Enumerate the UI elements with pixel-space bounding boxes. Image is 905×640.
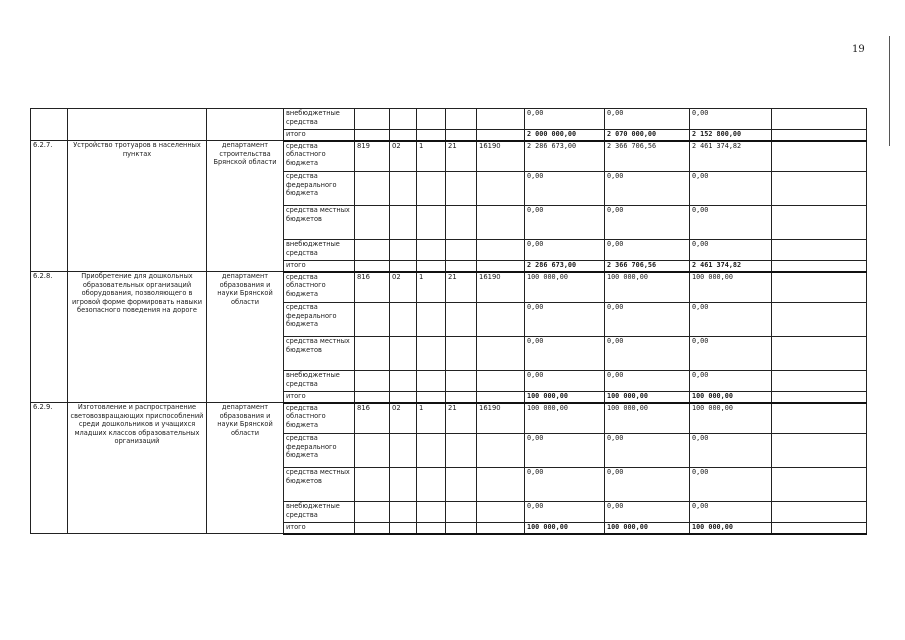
- rz-cell: 02: [390, 141, 417, 172]
- kvr-cell: 16190: [477, 141, 525, 172]
- rz-cell: [390, 172, 417, 206]
- empty-cell: [772, 303, 867, 337]
- grbs-cell: [355, 240, 390, 261]
- source-cell: средства местных бюджетов: [284, 206, 355, 240]
- value-2024: 100 000,00: [690, 272, 772, 303]
- empty-cell: [772, 468, 867, 502]
- rz-cell: [390, 371, 417, 392]
- source-cell: средства федерального бюджета: [284, 434, 355, 468]
- cs-cell: [446, 303, 477, 337]
- source-cell: итого: [284, 130, 355, 141]
- source-cell: итого: [284, 261, 355, 272]
- source-cell: средства областного бюджета: [284, 141, 355, 172]
- value-2022: 100 000,00: [525, 392, 605, 403]
- cs-cell: [446, 371, 477, 392]
- value-2024: 0,00: [690, 303, 772, 337]
- source-cell: средства федерального бюджета: [284, 303, 355, 337]
- kvr-cell: [477, 206, 525, 240]
- empty-cell: [772, 523, 867, 534]
- rz-cell: [390, 523, 417, 534]
- budget-table-body: [31, 109, 867, 534]
- value-2023: 0,00: [605, 206, 690, 240]
- item-name: Приобретение для дошкольных образовательных организаций оборудования, позволяющего в игровой форме формировать навыки безопасного поведения на дороге: [68, 272, 207, 403]
- cs-cell: 21: [446, 272, 477, 303]
- pr-cell: [417, 371, 446, 392]
- source-cell: итого: [284, 392, 355, 403]
- table-row: [31, 109, 867, 130]
- grbs-cell: 816: [355, 403, 390, 434]
- value-2023: 0,00: [605, 502, 690, 523]
- cs-cell: [446, 523, 477, 534]
- value-2023: 100 000,00: [605, 392, 690, 403]
- grbs-cell: [355, 337, 390, 371]
- empty-cell: [772, 392, 867, 403]
- empty-cell: [772, 109, 867, 130]
- cs-cell: [446, 502, 477, 523]
- grbs-cell: [355, 523, 390, 534]
- empty-cell: [772, 240, 867, 261]
- table-row: [31, 272, 867, 303]
- value-2024: 100 000,00: [690, 523, 772, 534]
- pr-cell: [417, 337, 446, 371]
- source-cell: средства местных бюджетов: [284, 468, 355, 502]
- responsible-department: департамент образования и науки Брянской области: [207, 403, 284, 534]
- item-name: Устройство тротуаров в населенных пунктах: [68, 141, 207, 272]
- value-2024: 100 000,00: [690, 403, 772, 434]
- pr-cell: [417, 434, 446, 468]
- value-2023: 100 000,00: [605, 523, 690, 534]
- value-2023: 0,00: [605, 172, 690, 206]
- value-2024: 0,00: [690, 172, 772, 206]
- empty-cell: [772, 434, 867, 468]
- rz-cell: [390, 434, 417, 468]
- rz-cell: [390, 240, 417, 261]
- grbs-cell: 816: [355, 272, 390, 303]
- pr-cell: [417, 523, 446, 534]
- pr-cell: [417, 206, 446, 240]
- kvr-cell: [477, 172, 525, 206]
- value-2022: 2 286 673,00: [525, 141, 605, 172]
- grbs-cell: 819: [355, 141, 390, 172]
- value-2022: 2 286 673,00: [525, 261, 605, 272]
- cs-cell: [446, 240, 477, 261]
- number-cell: [31, 109, 68, 141]
- empty-cell: [772, 141, 867, 172]
- value-2024: 100 000,00: [690, 392, 772, 403]
- value-2023: 2 366 706,56: [605, 141, 690, 172]
- pr-cell: [417, 468, 446, 502]
- value-2024: 0,00: [690, 502, 772, 523]
- kvr-cell: [477, 434, 525, 468]
- source-cell: средства федерального бюджета: [284, 172, 355, 206]
- cs-cell: 21: [446, 141, 477, 172]
- cs-cell: [446, 261, 477, 272]
- kvr-cell: [477, 303, 525, 337]
- rz-cell: 02: [390, 403, 417, 434]
- empty-cell: [772, 272, 867, 303]
- rz-cell: [390, 337, 417, 371]
- item-number: 6.2.7.: [31, 141, 68, 272]
- value-2022: 0,00: [525, 434, 605, 468]
- source-cell: внебюджетные средства: [284, 240, 355, 261]
- empty-cell: [772, 337, 867, 371]
- budget-table: [30, 108, 867, 535]
- rz-cell: [390, 303, 417, 337]
- source-cell: итого: [284, 523, 355, 534]
- page-number: 19: [852, 44, 865, 55]
- cs-cell: [446, 434, 477, 468]
- value-2023: 0,00: [605, 434, 690, 468]
- source-cell: внебюджетные средства: [284, 109, 355, 130]
- grbs-cell: [355, 392, 390, 403]
- value-2023: 0,00: [605, 109, 690, 130]
- source-cell: средства местных бюджетов: [284, 337, 355, 371]
- kvr-cell: [477, 109, 525, 130]
- empty-cell: [772, 371, 867, 392]
- value-2022: 0,00: [525, 337, 605, 371]
- pr-cell: [417, 303, 446, 337]
- pr-cell: [417, 109, 446, 130]
- rz-cell: [390, 130, 417, 141]
- value-2024: 0,00: [690, 109, 772, 130]
- value-2023: 100 000,00: [605, 272, 690, 303]
- value-2024: 2 152 800,00: [690, 130, 772, 141]
- item-number: 6.2.8.: [31, 272, 68, 403]
- value-2024: 0,00: [690, 337, 772, 371]
- empty-cell: [772, 502, 867, 523]
- rz-cell: [390, 261, 417, 272]
- cs-cell: [446, 109, 477, 130]
- cs-cell: [446, 130, 477, 141]
- grbs-cell: [355, 434, 390, 468]
- empty-cell: [772, 403, 867, 434]
- value-2024: 2 461 374,82: [690, 261, 772, 272]
- value-2023: 100 000,00: [605, 403, 690, 434]
- value-2022: 0,00: [525, 303, 605, 337]
- empty-cell: [772, 206, 867, 240]
- value-2022: 0,00: [525, 109, 605, 130]
- grbs-cell: [355, 206, 390, 240]
- empty-cell: [772, 261, 867, 272]
- rz-cell: [390, 468, 417, 502]
- grbs-cell: [355, 261, 390, 272]
- value-2023: 0,00: [605, 468, 690, 502]
- source-cell: средства областного бюджета: [284, 272, 355, 303]
- value-2024: 0,00: [690, 468, 772, 502]
- item-number: 6.2.9.: [31, 403, 68, 534]
- pr-cell: [417, 130, 446, 141]
- value-2024: 2 461 374,82: [690, 141, 772, 172]
- rz-cell: [390, 109, 417, 130]
- value-2024: 0,00: [690, 240, 772, 261]
- value-2022: 0,00: [525, 468, 605, 502]
- kvr-cell: [477, 240, 525, 261]
- responsible-department: департамент образования и науки Брянской области: [207, 272, 284, 403]
- value-2022: 100 000,00: [525, 272, 605, 303]
- pr-cell: [417, 240, 446, 261]
- value-2024: 0,00: [690, 206, 772, 240]
- cs-cell: 21: [446, 403, 477, 434]
- kvr-cell: [477, 468, 525, 502]
- value-2022: 0,00: [525, 502, 605, 523]
- item-name: Изготовление и распространение световозвращающих приспособлений среди дошкольников и учащихся младших классов образовательных организаций: [68, 403, 207, 534]
- kvr-cell: [477, 392, 525, 403]
- grbs-cell: [355, 371, 390, 392]
- value-2022: 0,00: [525, 172, 605, 206]
- department-cell: [207, 109, 284, 141]
- kvr-cell: [477, 371, 525, 392]
- value-2023: 0,00: [605, 371, 690, 392]
- source-cell: внебюджетные средства: [284, 502, 355, 523]
- kvr-cell: 16190: [477, 272, 525, 303]
- pr-cell: 1: [417, 403, 446, 434]
- pr-cell: [417, 502, 446, 523]
- value-2024: 0,00: [690, 371, 772, 392]
- pr-cell: 1: [417, 141, 446, 172]
- value-2023: 2 366 706,56: [605, 261, 690, 272]
- value-2024: 0,00: [690, 434, 772, 468]
- table-row: [31, 141, 867, 172]
- source-cell: средства областного бюджета: [284, 403, 355, 434]
- grbs-cell: [355, 303, 390, 337]
- grbs-cell: [355, 502, 390, 523]
- kvr-cell: [477, 337, 525, 371]
- source-cell: внебюджетные средства: [284, 371, 355, 392]
- pr-cell: [417, 172, 446, 206]
- scan-edge-mark: [889, 36, 890, 146]
- cs-cell: [446, 206, 477, 240]
- rz-cell: [390, 502, 417, 523]
- name-cell: [68, 109, 207, 141]
- kvr-cell: [477, 130, 525, 141]
- grbs-cell: [355, 172, 390, 206]
- kvr-cell: [477, 261, 525, 272]
- value-2022: 0,00: [525, 240, 605, 261]
- value-2022: 2 000 000,00: [525, 130, 605, 141]
- rz-cell: [390, 206, 417, 240]
- kvr-cell: 16190: [477, 403, 525, 434]
- grbs-cell: [355, 468, 390, 502]
- cs-cell: [446, 337, 477, 371]
- value-2022: 100 000,00: [525, 523, 605, 534]
- value-2022: 0,00: [525, 371, 605, 392]
- rz-cell: [390, 392, 417, 403]
- grbs-cell: [355, 130, 390, 141]
- cs-cell: [446, 468, 477, 502]
- responsible-department: департамент строительства Брянской области: [207, 141, 284, 272]
- value-2023: 0,00: [605, 240, 690, 261]
- kvr-cell: [477, 523, 525, 534]
- grbs-cell: [355, 109, 390, 130]
- value-2023: 2 070 000,00: [605, 130, 690, 141]
- value-2023: 0,00: [605, 303, 690, 337]
- value-2022: 100 000,00: [525, 403, 605, 434]
- empty-cell: [772, 172, 867, 206]
- pr-cell: [417, 392, 446, 403]
- empty-cell: [772, 130, 867, 141]
- value-2023: 0,00: [605, 337, 690, 371]
- table-row: [31, 403, 867, 434]
- rz-cell: 02: [390, 272, 417, 303]
- pr-cell: [417, 261, 446, 272]
- cs-cell: [446, 172, 477, 206]
- cs-cell: [446, 392, 477, 403]
- pr-cell: 1: [417, 272, 446, 303]
- value-2022: 0,00: [525, 206, 605, 240]
- kvr-cell: [477, 502, 525, 523]
